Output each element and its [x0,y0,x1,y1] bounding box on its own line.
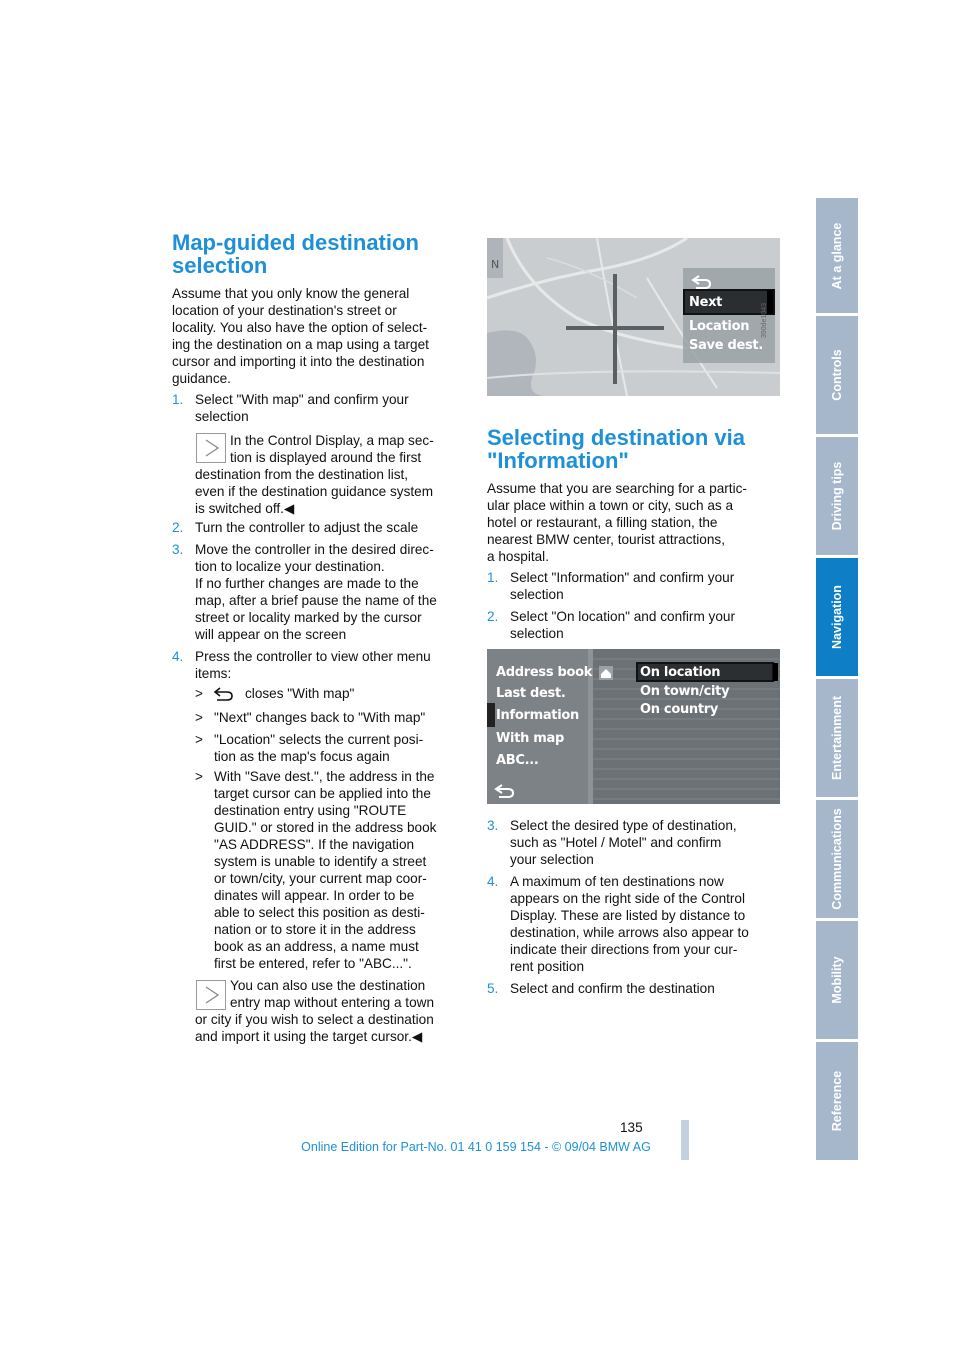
left-menu-information[interactable]: Information [496,708,579,723]
text-line: destination, while arrows also appear to [510,925,749,940]
text-line: or city if you wish to select a destination [195,1012,434,1027]
text-line: dinates will appear. In order to be [214,888,415,903]
right-menu-on-location[interactable]: On location [640,665,721,680]
note-icon [196,433,226,463]
text-line: a hospital. [487,549,549,564]
tab-entertainment[interactable] [816,679,858,797]
note-text [230,977,470,1011]
tab-at-a-glance[interactable] [816,198,858,313]
text-line: "AS ADDRESS". If the navigation [214,837,415,852]
text-line: selection [195,409,249,424]
text-line: hotel or restaurant, a filling station, the [487,515,718,530]
text-line: Select "On location" and confirm your [510,609,735,624]
footer-edition: Online Edition for Part-No. 01 41 0 159 154 - © 09/04 BMW AG [301,1140,651,1154]
text-line: Select and confirm the destination [510,981,715,996]
note-text [230,432,470,466]
title-line: selection [172,253,268,278]
text-line: guidance. [172,371,231,386]
text-line: Assume that you only know the general [172,286,410,301]
text-line: selection [510,587,564,602]
step-number: 2. [487,609,499,624]
menu-item-save-dest[interactable]: Save dest. [689,338,763,353]
text-line: map, after a brief pause the name of the [195,593,437,608]
step-number: 1. [487,570,499,585]
text-line: entry map without entering a town [230,995,435,1010]
text-line: will appear on the screen [195,627,347,642]
text-line: or town/city, your current map coor- [214,871,427,886]
left-menu-address-book[interactable]: Address book [496,665,593,680]
text-line: rent position [510,959,585,974]
title-line: Selecting destination via [487,425,745,450]
text-line: nearest BMW center, tourist attractions, [487,532,725,547]
text-line: nation or to store it in the address [214,922,416,937]
step-number: 1. [172,392,184,407]
tab-mobility[interactable] [816,921,858,1039]
text-line: destination entry using "ROUTE [214,803,407,818]
steps-list-2 [487,0,787,1100]
title-line: Map-guided destination [172,230,419,255]
information-screen [487,649,780,804]
text-line: target cursor can be applied into the [214,786,431,801]
left-menu-with-map[interactable]: With map [496,731,565,746]
text-line: Turn the controller to adjust the scale [195,520,419,535]
tab-label: Navigation [830,585,844,649]
text-line: even if the destination guidance system [195,484,434,499]
text-line: A maximum of ten destinations now [510,874,724,889]
tab-label: Driving tips [830,461,844,531]
text-line: appears on the right side of the Control [510,891,746,906]
step-number: 2. [172,520,184,535]
left-menu-abc[interactable]: ABC... [496,753,539,768]
bullet-glyph: > [195,710,203,725]
text-line: GUID." or stored in the address book [214,820,437,835]
text-line: You can also use the destination [230,978,426,993]
text-line: If no further changes are made to the [195,576,419,591]
tab-navigation[interactable] [816,558,858,676]
text-line: tion to localize your destination. [195,559,385,574]
tab-communications[interactable] [816,800,858,918]
text-line: Press the controller to view other menu [195,649,431,664]
text-line: In the Control Display, a map sec- [230,433,434,448]
bullet-glyph: > [195,686,203,701]
text-line: selection [510,626,564,641]
text-line: "Next" changes back to "With map" [214,710,426,725]
tab-driving-tips[interactable] [816,437,858,555]
page-marker [681,1120,689,1160]
text-line: Select the desired type of destination, [510,818,737,833]
text-line: ing the destination on a map using a target [172,337,429,352]
menu-item-next[interactable]: Next [689,295,723,310]
svg-text:N: N [491,258,500,271]
text-line: closes "With map" [245,686,355,701]
step-number: 5. [487,981,499,996]
note-text-cont [195,1011,480,1045]
text-line: Select "Information" and confirm your [510,570,735,585]
tab-controls[interactable] [816,316,858,434]
menu-item-location[interactable]: Location [689,319,750,334]
text-line: your selection [510,852,594,867]
step-number: 3. [172,542,184,557]
text-line: Assume that you are searching for a partic- [487,481,747,496]
text-line: location of your destination's street or [172,303,397,318]
text-line: items: [195,666,232,681]
text-line: is switched off.◀ [195,501,295,516]
tab-label: At a glance [830,222,844,289]
step-number: 3. [487,818,499,833]
right-menu-on-town-city[interactable]: On town/city [640,684,730,699]
step-number: 4. [487,874,499,889]
text-line: "Location" selects the current posi- [214,732,424,747]
bullet-glyph: > [195,769,203,784]
back-arrow-icon [213,686,235,706]
text-line: Move the controller in the desired direc- [195,542,434,557]
text-line: able to select this position as desti- [214,905,425,920]
right-menu-on-country[interactable]: On country [640,702,719,717]
note-icon [196,980,226,1010]
text-line: book as an address, a name must [214,939,419,954]
text-line: ular place within a town or city, such as a [487,498,734,513]
tab-label: Entertainment [830,695,844,781]
text-line: Select "With map" and confirm your [195,392,409,407]
text-line: street or locality marked by the cursor [195,610,422,625]
tab-label: Communications [830,808,844,910]
page-number: 135 [620,1120,643,1135]
text-line: destination from the destination list, [195,467,409,482]
text-line: Display. These are listed by distance to [510,908,746,923]
text-line: indicate their directions from your cur- [510,942,738,957]
note-text-cont [195,466,475,517]
text-line: system is unable to identify a street [214,854,427,869]
text-line: tion is displayed around the first [230,450,422,465]
image-code: 390de1043 [761,302,768,338]
text-line: such as "Hotel / Motel" and confirm [510,835,722,850]
tab-label: Controls [830,349,844,401]
tab-label: Mobility [830,956,844,1004]
tab-label: Reference [830,1070,844,1132]
text-line: With "Save dest.", the address in the [214,769,435,784]
steps-list [172,0,472,1100]
tab-reference[interactable] [816,1042,858,1160]
text-line: locality. You also have the option of select- [172,320,428,335]
step-number: 4. [172,649,184,664]
text-line: tion as the map's focus again [214,749,390,764]
left-menu-last-dest[interactable]: Last dest. [496,686,566,701]
text-line: first be entered, refer to "ABC...". [214,956,412,971]
title-line: "Information" [487,448,629,473]
bullet-glyph: > [195,732,203,747]
text-line: and import it using the target cursor.◀ [195,1029,423,1044]
text-line: cursor and importing it into the destination [172,354,425,369]
